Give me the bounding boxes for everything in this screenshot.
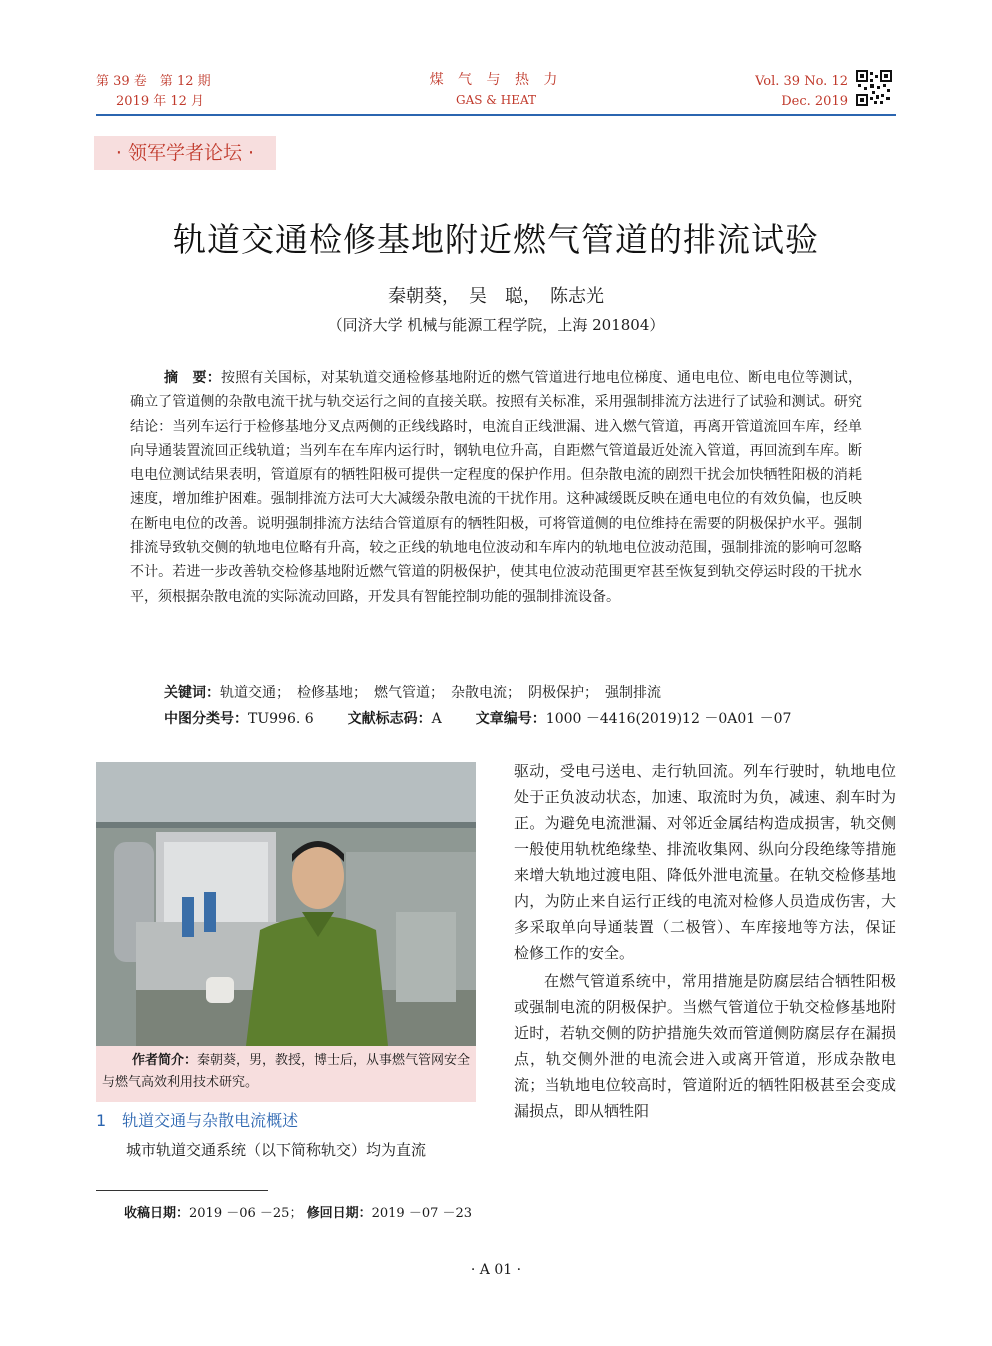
keywords — [164, 683, 884, 703]
doc-code-label: 文献标志码： — [347, 711, 432, 727]
date-en: Dec. 2019 — [781, 94, 848, 109]
article-no-label: 文章编号： — [475, 711, 546, 727]
revised-date: 2019 －07 －23 — [371, 1206, 473, 1221]
received-label: 收稿日期： — [124, 1206, 190, 1221]
header-right — [720, 72, 848, 112]
doc-code-value: A — [431, 711, 442, 727]
abstract-text: 按照有关国标，对某轨道交通检修基地附近的燃气管道进行地电位梯度、通电电位、断电电位等测试，确立了管道侧的杂散电流干扰与轨交运行之间的直接关联。按照有关标准，采用强制排流方法进行了试验和测试。研究结论：当列车运行于检修基地分叉点两侧的正线线路时，电流自正线泄漏、进入燃气管道，再离开管道流回车库，经单向导通装置流回正线轨道；当列车在车库内运行时，钢轨电位升高，自距燃气管道最近处流入管道，再回流到车库。断电电位测试结果表明，管道原有的牺牲阳极可提供一定程度的保护作用。但杂散电流的剧烈干扰会加快牺牲阳极的消耗速度，增加维护困难。强制排流方法可大大减缓杂散电流的干扰作用。这种减缓既反映在通电电位的有效负偏，也反映在断电电位的改善。说明强制排流方法结合管道原有的牺牲阳极，可将管道侧的电位维持在需要的阴极保护水平。强制排流导致轨交侧的轨地电位略有升高，较之正线的轨地电位波动和车库内的轨地电位波动范围，强制排流的影响可忽略不计。若进一步改善轨交检修基地附近燃气管道的阴极保护，使其电位波动范围更窄甚至恢复到轨交停运时段的干扰水平，须根据杂散电流的实际流动回路，开发具有智能控制功能的强制排流设备。 — [130, 370, 862, 605]
footnote-rule — [96, 1190, 268, 1191]
classification-line — [164, 709, 884, 729]
volume-issue-cn: 第 39 卷 第 12 期 — [96, 74, 211, 89]
affiliation: （同济大学 机械与能源工程学院，上海 201804） — [327, 316, 665, 334]
paragraph-2: 在燃气管道系统中，常用措施是防腐层结合牺牲阳极或强制电流的阴极保护。当燃气管道位于轨交检修基地附近时，若轨交侧的防护措施失效而管道侧防腐层存在漏损点，轨交侧外泄的电流会进入或离开管道，形成杂散电流；当轨地电位较高时，管道附近的牺牲阳极甚至会变成漏损点，即从牺牲阳 — [514, 972, 896, 1120]
article-no-value: 1000 －4416(2019)12 －0A01 －07 — [545, 711, 792, 727]
right-column — [514, 758, 896, 1124]
author-bio — [96, 1046, 476, 1102]
keywords-label: 关键词： — [164, 685, 220, 701]
author-photo-image — [96, 762, 476, 1046]
authors: 秦朝葵， 吴 聪， 陈志光 — [388, 286, 604, 307]
keywords-text: 轨道交通； 检修基地； 燃气管道； 杂散电流； 阴极保护； 强制排流 — [220, 685, 661, 701]
clc-value: TU996. 6 — [248, 711, 314, 727]
author-photo — [96, 762, 476, 1046]
header-rule — [96, 114, 896, 116]
journal-name-cn: 煤 气 与 热 力 — [429, 72, 563, 88]
page-number: · A 01 · — [470, 1262, 522, 1278]
abstract — [130, 366, 862, 609]
section-paragraph: 城市轨道交通系统（以下简称轨交）均为直流 — [126, 1141, 427, 1159]
header-left — [96, 72, 211, 112]
qr-code-icon — [856, 70, 892, 106]
article-title: 轨道交通检修基地附近燃气管道的排流试验 — [173, 220, 819, 259]
journal-name-en: GAS & HEAT — [455, 93, 537, 107]
revised-label: 修回日期： — [306, 1206, 372, 1221]
clc-label: 中图分类号： — [164, 711, 248, 727]
footnote — [124, 1202, 472, 1221]
column-tag: · 领军学者论坛 · — [94, 136, 276, 170]
paragraph-1: 驱动，受电弓送电、走行轨回流。列车行驶时，轨地电位处于正负波动状态，加速、取流时为负，减速、刹车时为正。为避免电流泄漏、对邻近金属结构造成损害，轨交侧一般使用轨枕绝缘垫、排流收集网、纵向分段绝缘等措施来增大轨地过渡电阻、降低外泄电流量。在轨交检修基地内，为防止来自运行正线的电流对检修人员造成伤害，大多采取单向导通装置（二极管）、车库接地等方法，保证检修工作的安全。 — [514, 762, 896, 962]
volume-issue-en: Vol. 39 No. 12 — [755, 74, 848, 89]
abstract-label: 摘 要： — [164, 370, 221, 386]
bio-text: 秦朝葵，男，教授，博士后，从事燃气管网安全与燃气高效利用技术研究。 — [102, 1053, 471, 1090]
received-date: 2019 －06 －25； — [189, 1206, 303, 1221]
bio-label: 作者简介： — [132, 1053, 198, 1068]
date-cn: 2019 年 12 月 — [116, 94, 205, 109]
section-heading: 1 轨道交通与杂散电流概述 — [96, 1111, 299, 1130]
journal-name — [396, 70, 596, 110]
